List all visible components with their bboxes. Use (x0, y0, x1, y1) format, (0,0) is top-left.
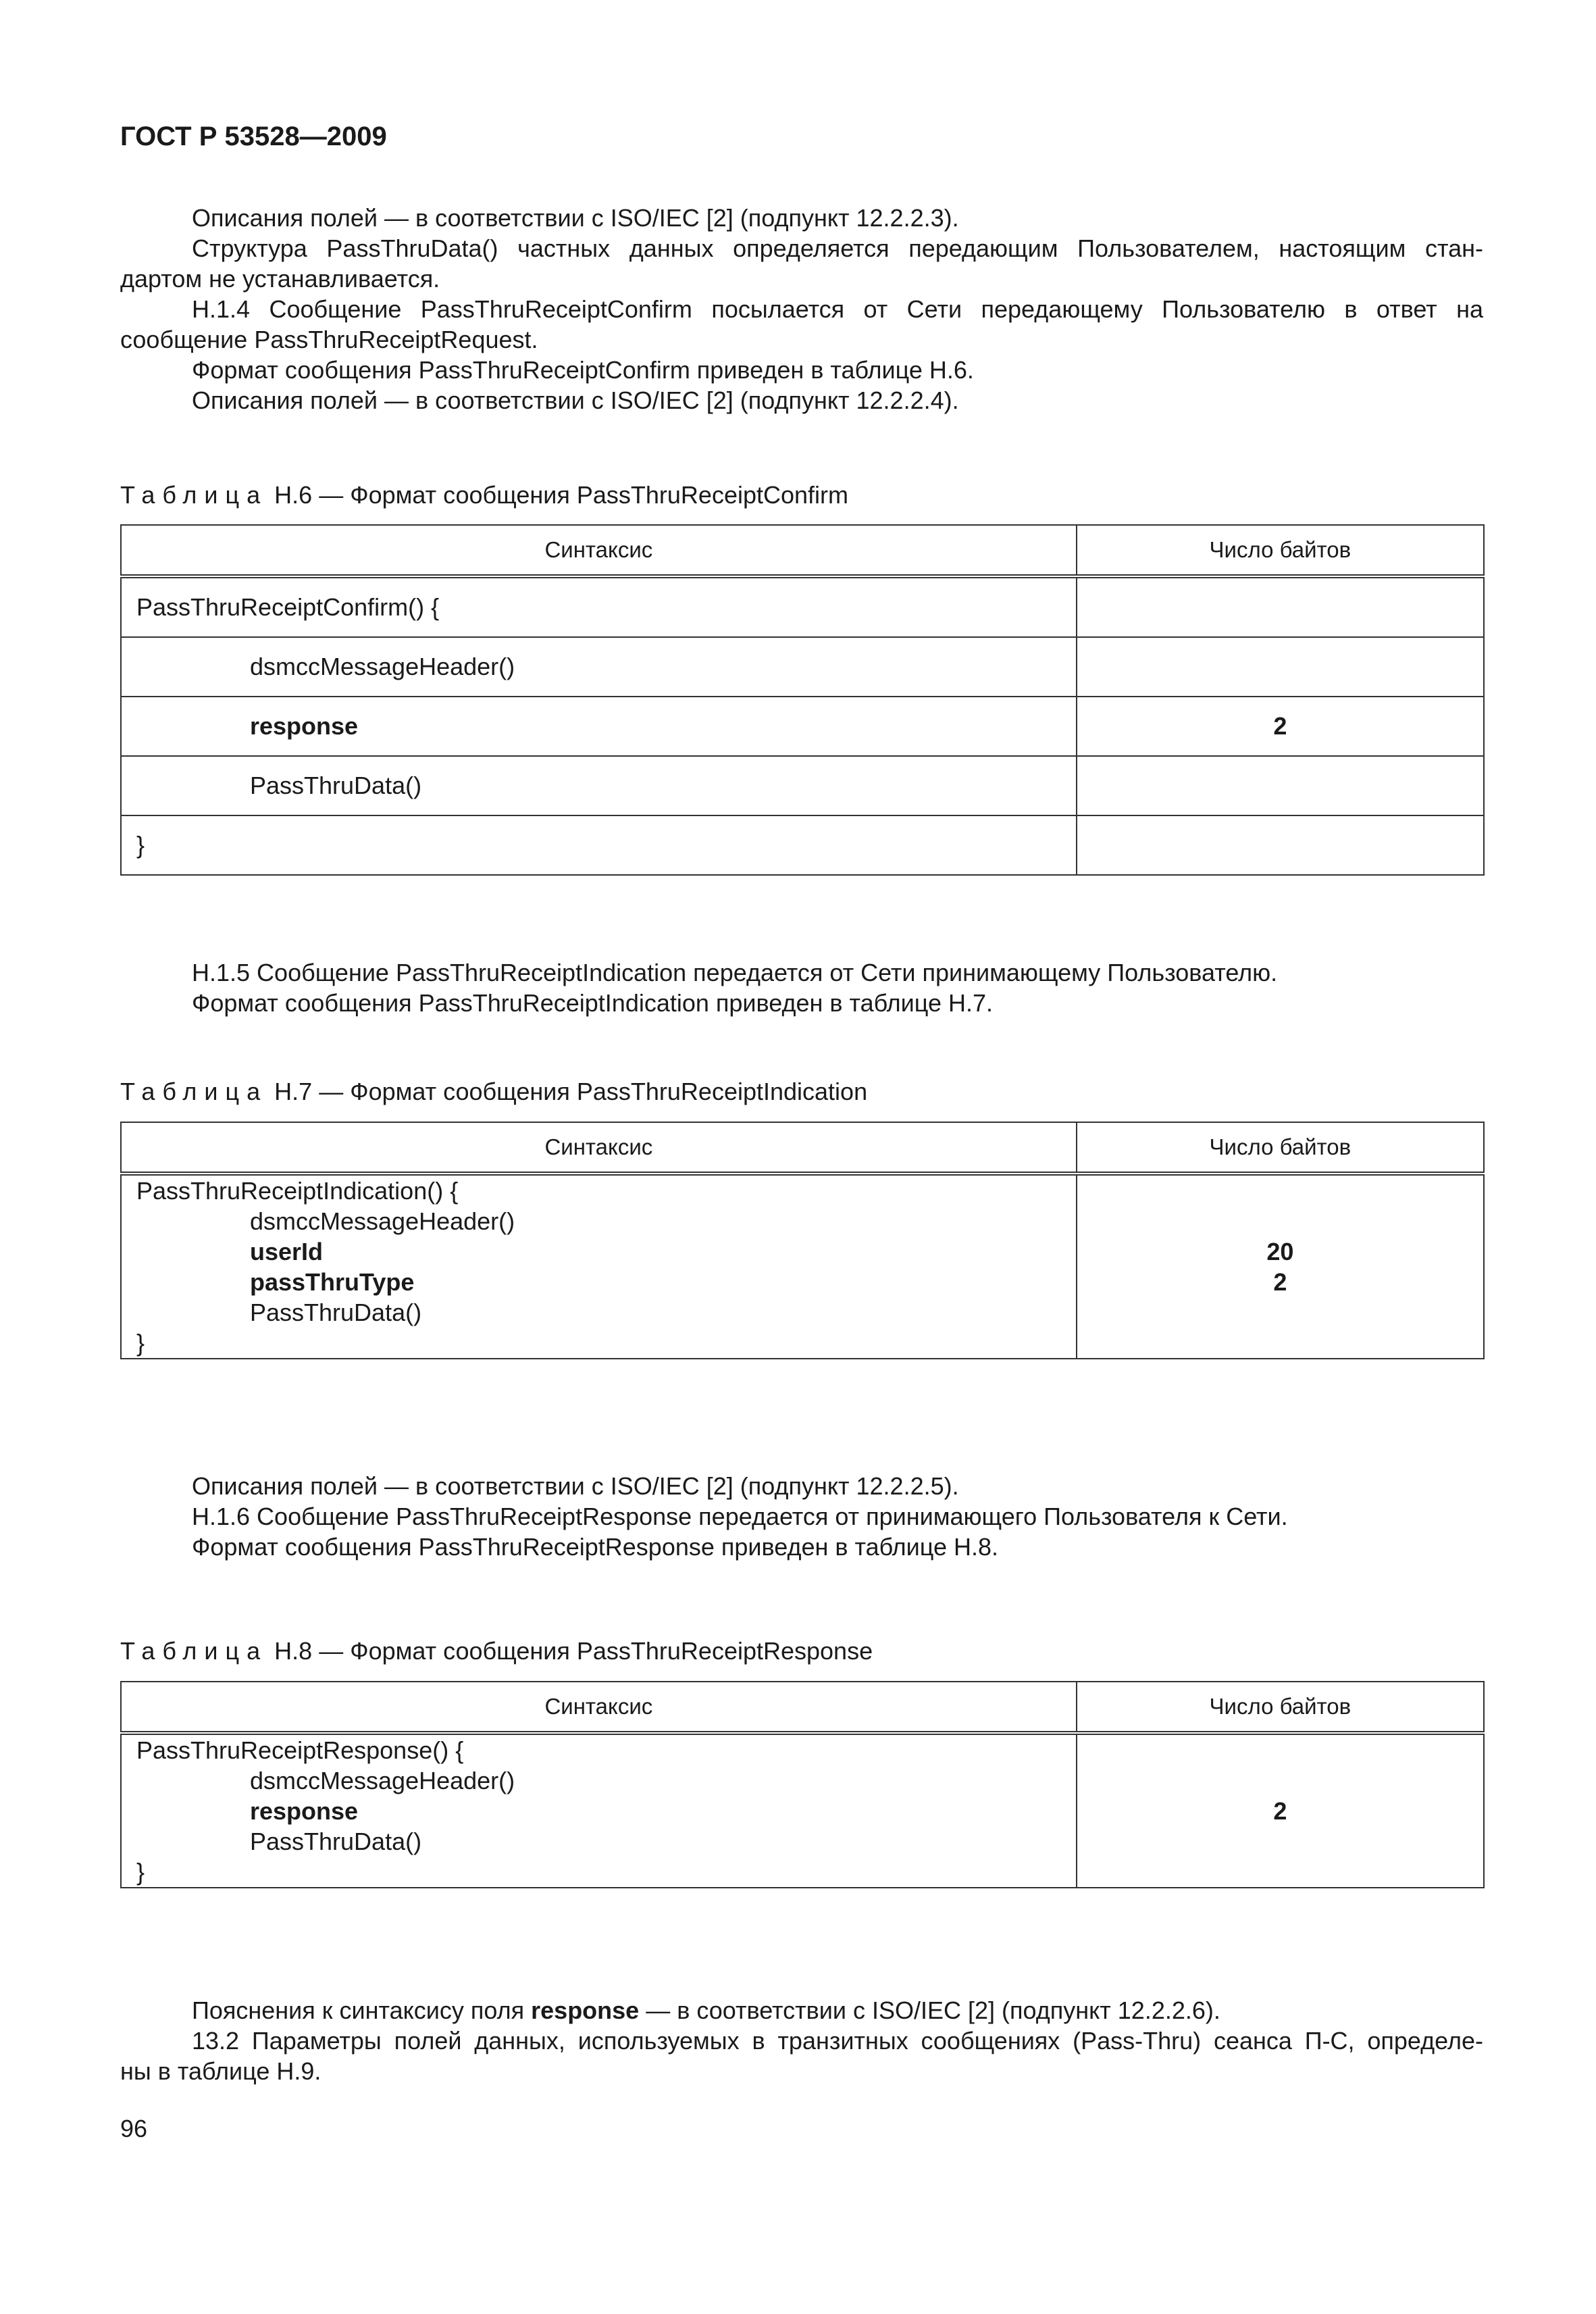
paragraph-format-h8: Формат сообщения PassThruReceiptResponse приведен в таблице Н.8. (192, 1533, 998, 1561)
paragraph-h14-line1: Н.1.4 Сообщение PassThruReceiptConfirm посылается от Сети передающему Пользователю в ответ на (192, 295, 1483, 323)
column-header-syntax: Синтаксис (121, 1122, 1077, 1174)
paragraph-fields-ref-2: Описания полей — в соответствии с ISO/IEC [2] (подпункт 12.2.2.4). (192, 386, 959, 414)
paragraph-h14-line2: сообщение PassThruReceiptRequest. (120, 326, 538, 353)
bytes-cell (1077, 1174, 1484, 1359)
paragraph-13-2-line2: ны в таблице Н.9. (120, 2057, 321, 2085)
table-h8-caption: Таблица Н.8 — Формат сообщения PassThruReceiptResponse (120, 1637, 873, 1665)
column-header-bytes: Число байтов (1077, 1122, 1484, 1174)
paragraph-13-2-line1: 13.2 Параметры полей данных, используемых в транзитных сообщениях (Pass-Thru) сеанса П-С, определе- (192, 2027, 1483, 2055)
paragraph-h15: Н.1.5 Сообщение PassThruReceiptIndication передается от Сети принимающему Пользователю. (192, 959, 1278, 986)
syntax-line: PassThruReceiptResponse() { (136, 1736, 464, 1764)
paragraph-fields-ref-1: Описания полей — в соответствии с ISO/IEC [2] (подпункт 12.2.2.3). (192, 204, 959, 232)
syntax-line: response (250, 1797, 359, 1825)
column-header-syntax: Синтаксис (121, 525, 1077, 576)
table-row (121, 815, 1484, 875)
syntax-line: userId (250, 1238, 324, 1265)
bytes-line: 20 (1266, 1238, 1294, 1265)
paragraph-h16: Н.1.6 Сообщение PassThruReceiptResponse передается от принимающего Пользователя к Сети. (192, 1503, 1288, 1530)
bytes-line: 2 (1273, 1268, 1287, 1296)
syntax-cell-indented (121, 637, 1077, 697)
syntax-cell (121, 1733, 1077, 1888)
syntax-line: PassThruReceiptIndication() { (136, 1177, 459, 1205)
bytes-line: 2 (1273, 1797, 1287, 1825)
syntax-cell-text: PassThruData() (250, 772, 422, 799)
table-h6-caption: Таблица Н.6 — Формат сообщения PassThruReceiptConfirm (120, 481, 849, 509)
bytes-cell: 2 (1077, 697, 1484, 756)
table-h7-caption: Таблица Н.7 — Формат сообщения PassThruReceiptIndication (120, 1078, 868, 1105)
syntax-line: dsmccMessageHeader() (250, 1767, 515, 1794)
syntax-line: PassThruData() (250, 1828, 422, 1855)
syntax-cell-text: dsmccMessageHeader() (250, 653, 515, 680)
syntax-cell (121, 1174, 1077, 1359)
syntax-cell-indented (121, 697, 1077, 756)
standard-header: ГОСТ Р 53528—2009 (120, 122, 387, 151)
bytes-cell (1077, 576, 1484, 637)
table-row (121, 1733, 1484, 1888)
paragraph-response-explanation: Пояснения к синтаксису поля response — в соответствии с ISO/IEC [2] (подпункт 12.2.2.6). (192, 1996, 1220, 2024)
table-h6 (120, 524, 1485, 876)
syntax-cell: } (121, 815, 1077, 875)
syntax-line: PassThruData() (250, 1299, 422, 1326)
paragraph-fields-ref-3: Описания полей — в соответствии с ISO/IEC [2] (подпункт 12.2.2.5). (192, 1472, 959, 1500)
paragraph-format-h7: Формат сообщения PassThruReceiptIndication приведен в таблице Н.7. (192, 989, 993, 1017)
table-h8 (120, 1681, 1485, 1888)
bytes-cell (1077, 756, 1484, 815)
paragraph-passthrudata-line1: Структура PassThruData() частных данных определяется передающим Пользователем, настоящим стан- (192, 234, 1483, 262)
column-header-bytes: Число байтов (1077, 1682, 1484, 1733)
syntax-line: } (136, 1858, 145, 1886)
syntax-cell-text: response (250, 712, 359, 740)
table-row (121, 1174, 1484, 1359)
syntax-line: passThruType (250, 1268, 415, 1296)
paragraph-passthrudata-line2: дартом не устанавливается. (120, 265, 440, 293)
syntax-cell-indented (121, 756, 1077, 815)
page-number: 96 (120, 2115, 148, 2142)
syntax-line: dsmccMessageHeader() (250, 1207, 515, 1235)
paragraph-format-h6: Формат сообщения PassThruReceiptConfirm приведен в таблице Н.6. (192, 356, 974, 384)
bytes-cell (1077, 637, 1484, 697)
column-header-syntax: Синтаксис (121, 1682, 1077, 1733)
table-row (121, 637, 1484, 697)
table-h7 (120, 1122, 1485, 1359)
table-row (121, 697, 1484, 756)
bytes-cell (1077, 815, 1484, 875)
table-row (121, 756, 1484, 815)
syntax-cell: PassThruReceiptConfirm() { (121, 576, 1077, 637)
bytes-cell (1077, 1733, 1484, 1888)
column-header-bytes: Число байтов (1077, 525, 1484, 576)
table-row (121, 576, 1484, 637)
syntax-line: } (136, 1329, 145, 1357)
